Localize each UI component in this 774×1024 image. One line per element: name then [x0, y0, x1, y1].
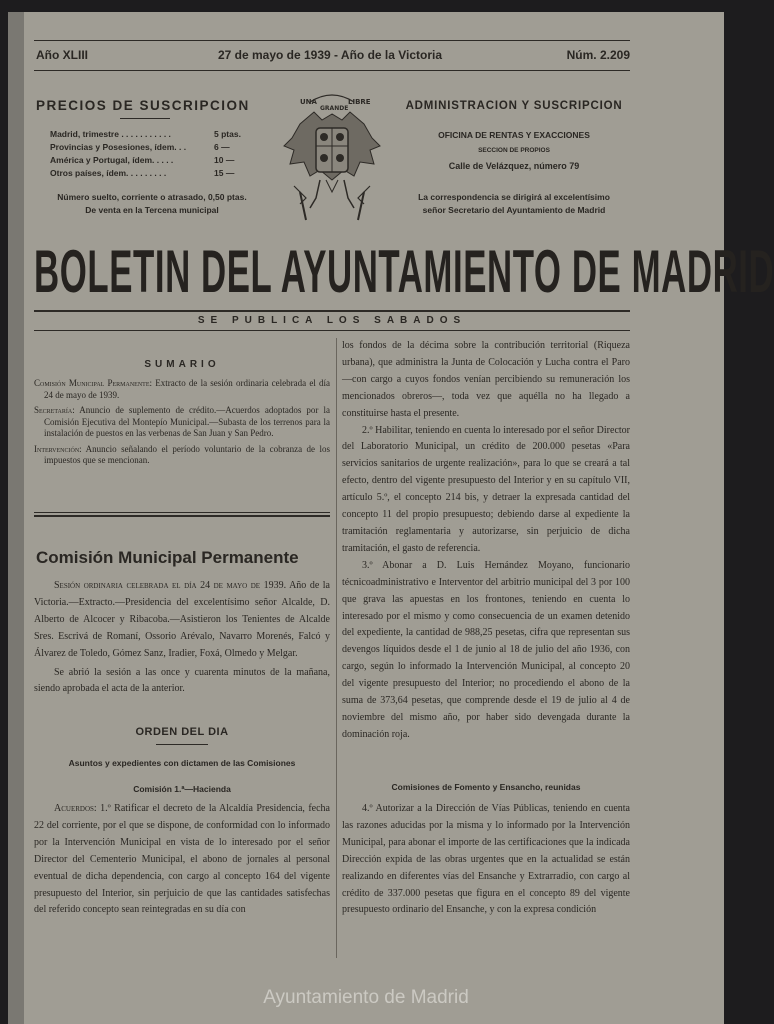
masthead-rule-top	[34, 310, 630, 312]
sumario-item: Intervención: Anuncio señalando el período voluntario de la cobranza de los impuestos que se mencionan.	[34, 443, 330, 465]
fomento-title: Comisiones de Fomento y Ensancho, reunidas	[391, 782, 581, 792]
paragraph-continuation: los fondos de la décima sobre la contribución territorial (Riqueza urbana), que administra la Junta de Colocación y Lucha contra el Paro —con cargo a cuyos fondos venían percibiendo su remuneración los mencionados obreros—, toda vez que aquélla no ha llegado a constituirse hasta el presente.	[342, 340, 630, 419]
price-row: América y Portugal, ídem. . . . . 10 —	[50, 155, 235, 165]
sumario-item: Secretaría: Anuncio de suplemento de crédito.—Acuerdos adoptados por la Comisión Ejecutiva del Montepío Municipal.—Subasta de los terrenos para la instalación de puestos en las verbenas de San Juan y San Pedro.	[34, 405, 330, 438]
orden-title: ORDEN DEL DIA	[135, 726, 229, 738]
paragraph-2: 2.º Habilitar, teniendo en cuenta lo interesado por el señor Director del Laboratorio Municipal, un crédito de 200.000 pesetas «Para servicios sanitarios de urgente realización», para lo que se creará a tal efecto, dentro del vigente presupuesto del Interior y en su capítulo VII, artículo 5.º, el concepto 214 bis, y detraer la expresada cantidad del concepto 11 del propio presupuesto; debiendo darse al expediente la tramitación reglamentaria y autorizarse, sin perjuicio de dicha tramitación, el gasto de referencia.	[342, 424, 630, 554]
column-divider	[336, 338, 337, 958]
masthead-title: BOLETIN DEL AYUNTAMIENTO DE MADRID	[34, 238, 774, 305]
top-rule	[34, 40, 630, 41]
issue-date: 27 de mayo de 1939 - Año de la Victoria	[217, 48, 443, 62]
acuerdo-1-paragraph: Acuerdos: 1.º Ratificar el decreto de la Alcaldía Presidencia, fecha 22 del corriente, por el que se dispone, de conformidad con lo informado por la Intervención Municipal en vista de lo interesado por el señor Director del Cementerio Municipal, el abono de jornales al personal eventual de dicha dependencia, con cargo al concepto 164 del vigente presupuesto del Interior, sin perjuicio de que las cantidades satisfechas del referido concepto sean reintegradas en su día con	[34, 803, 330, 916]
motto-center: GRANDE	[320, 105, 349, 112]
price-row: Otros países, ídem. . . . . . . . . 15 —	[50, 168, 235, 178]
coat-of-arms-emblem	[270, 80, 394, 230]
price-row: Provincias y Posesiones, ídem. . . 6 —	[50, 142, 230, 152]
admin-office: OFICINA DE RENTAS Y EXACCIONES	[438, 130, 590, 140]
sumario-item: Comisión Municipal Permanente: Extracto de la sesión ordinaria celebrada el día 24 de mayo de 1939.	[34, 378, 331, 400]
sumario-title: SUMARIO	[144, 359, 220, 370]
motto-left: UNA	[300, 98, 317, 106]
asuntos-title: Asuntos y expedientes con dictamen de las Comisiones	[68, 758, 296, 768]
sumario-rule-thick	[34, 515, 330, 517]
comision1-title: Comisión 1.ª—Hacienda	[133, 784, 231, 794]
masthead-tagline: SE PUBLICA LOS SABADOS	[197, 315, 467, 326]
admin-title: ADMINISTRACION Y SUSCRIPCION	[405, 100, 623, 112]
paragraph-3: 3.º Abonar a D. Luis Hernández Moyano, funcionario técnicoadministrativo e Interventor del arbitrio municipal del 3 por 100 que grava las apuestas en los frontones, teniendo en cuenta lo interesado por el mismo y como consecuencia de un examen detenido del expediente, la cantidad de 988,25 pesetas, cifra que representan sus devengos líquidos desde el 1 de junio al 18 de julio del año 1936, con cargo, según lo informado la Intervención Municipal, al concepto 20 del vigente presupuesto del Interior; no procediendo el abono de la suma de 373,64 pesetas, que comprende desde el 19 de julio al 4 de noviembre del mismo año, por haber sido devengada durante la dominación roja.	[342, 559, 630, 740]
watermark: Ayuntamiento de Madrid	[263, 987, 469, 1008]
masthead-rule-bottom	[34, 330, 630, 331]
header-rule	[34, 70, 630, 71]
orden-rule	[156, 744, 208, 745]
price-note-sale: De venta en la Tercena municipal	[85, 205, 219, 215]
price-note-single: Número suelto, corriente o atrasado, 0,50 ptas.	[57, 192, 247, 202]
sumario-list	[34, 378, 330, 471]
admin-section: SECCION DE PROPIOS	[478, 147, 550, 154]
sumario-rule	[34, 512, 330, 513]
admin-note-1: La correspondencia se dirigirá al excelentísimo	[418, 192, 610, 202]
issue-year: Año XLIII	[36, 48, 88, 62]
prices-rule	[120, 118, 170, 119]
admin-address: Calle de Velázquez, número 79	[448, 161, 580, 171]
prices-title: PRECIOS DE SUSCRIPCION	[36, 98, 250, 113]
motto-right: LIBRE	[348, 98, 371, 106]
session-paragraph: Sesión ordinaria celebrada el día 24 de mayo de 1939. Año de la Victoria.—Extracto.—Presidencia del excelentísimo señor Alcalde, D. Alberto de Alcocer y Ribacoba.—Asistieron los Tenientes de Alcalde Sres. Escrivá de Romaní, Ossorio Arévalo, Navarro Morenés, Falcó y Álvarez de Toledo, Gómez Sanz, Iradier, Foxá, Olmedo y Melgar. Se abrió la sesión a las once y cuarenta minutos de la mañana, siendo aprobada el acta de la anterior.	[34, 580, 330, 695]
right-column-text	[342, 338, 630, 744]
price-row: Madrid, trimestre . . . . . . . . . . . 5 ptas.	[50, 129, 241, 139]
admin-note-2: señor Secretario del Ayuntamiento de Madrid	[422, 205, 606, 215]
newspaper-page	[8, 12, 774, 1024]
commission-title: Comisión Municipal Permanente	[36, 548, 299, 567]
paragraph-4: 4.º Autorizar a la Dirección de Vías Públicas, teniendo en cuenta las razones aducidas por la misma y lo informado por la Intervención Municipal, para abonar el importe de las certificaciones que la indicada Dirección expida de las obras urgentes que en la actualidad se están realizando en diferentes vías del Ensanche y Extrarradio, con cargo al crédito de 337.000 pesetas que figura en el concepto 89 del vigente presupuesto ordinario del Ensanche, y con la expresa condición	[342, 803, 630, 916]
issue-number: Núm. 2.209	[566, 48, 630, 62]
